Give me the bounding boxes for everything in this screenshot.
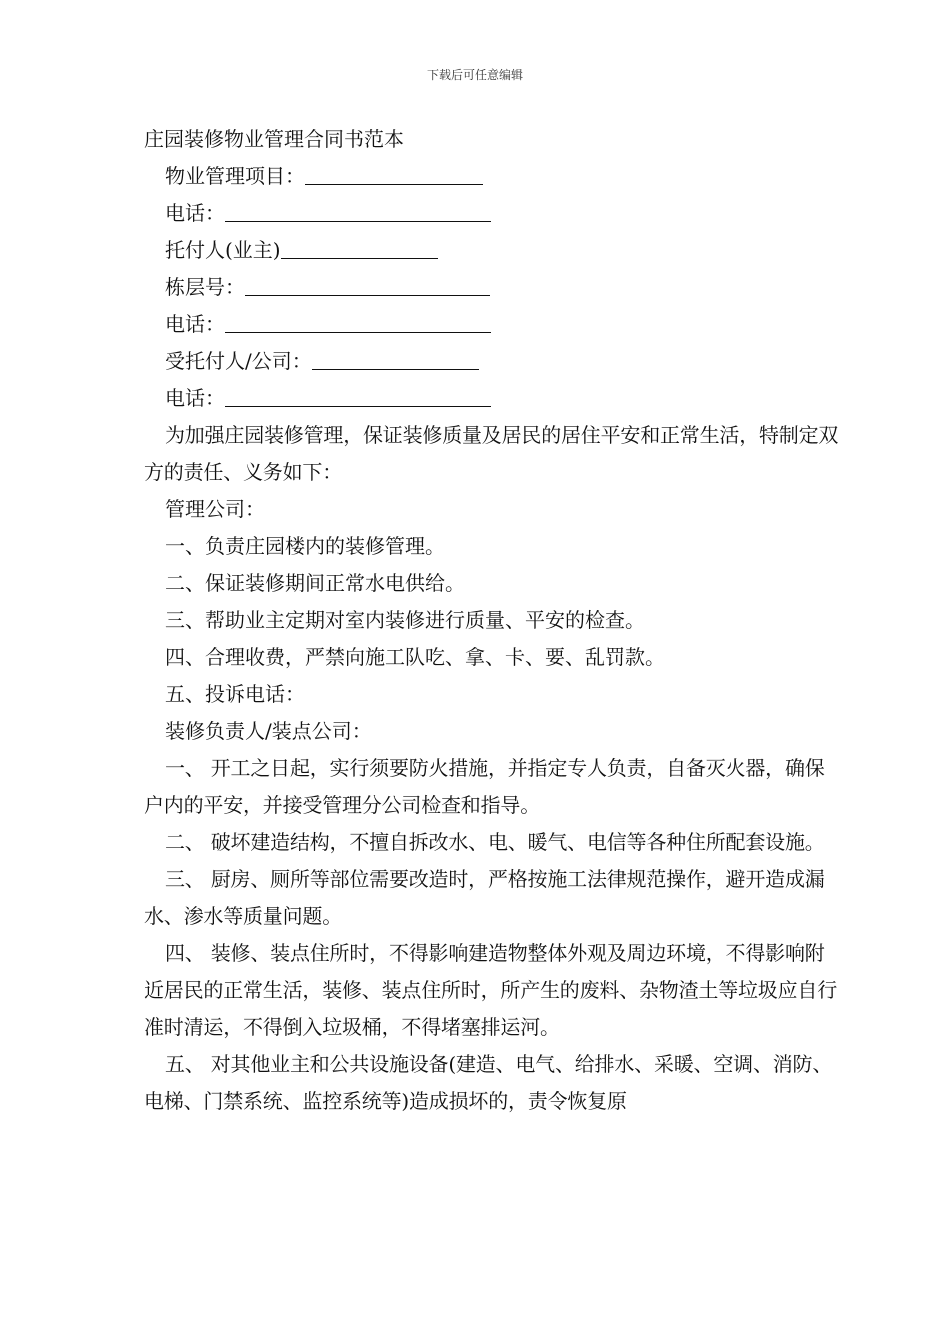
document-body: [144, 121, 844, 1120]
company-item-3: 三、帮助业主定期对室内装修进行质量、平安的检查。: [165, 608, 645, 632]
company-item-2: 二、保证装修期间正常水电供给。: [165, 571, 465, 595]
contractor-item-3: 三、 厨房、厕所等部位需要改造时，严格按施工法律规范操作，避开造成漏水、渗水等质量问题。: [144, 867, 825, 928]
field-blank-line[interactable]: [225, 307, 491, 333]
page-header-note: 下载后可任意编辑: [426, 68, 523, 82]
contractor-item-2: 二、 破坏建造结构，不擅自拆改水、电、暖气、电信等各种住所配套设施。: [165, 830, 825, 854]
field-blank-line[interactable]: [281, 233, 438, 259]
intro-paragraph: 为加强庄园装修管理，保证装修质量及居民的居住平安和正常生活，特制定双方的责任、义务如下：: [144, 423, 839, 484]
field-trustee: [144, 343, 844, 380]
field-blank-line[interactable]: [245, 270, 490, 296]
field-blank-line[interactable]: [312, 344, 479, 370]
company-item-4: 四、合理收费，严禁向施工队吃、拿、卡、要、乱罚款。: [165, 645, 665, 669]
field-label: 物业管理项目：: [165, 164, 305, 188]
field-phone-1: [144, 195, 844, 232]
field-label: 电话：: [165, 312, 225, 336]
contractor-item-5: 五、 对其他业主和公共设施设备(建造、电气、给排水、采暖、空调、消防、电梯、门禁系统、监控系统等)造成损坏的，责令恢复原: [144, 1052, 833, 1113]
document-title: 庄园装修物业管理合同书范本: [144, 127, 404, 151]
company-heading: 管理公司：: [165, 497, 265, 521]
company-item-5: 五、投诉电话：: [165, 682, 305, 706]
field-blank-line[interactable]: [225, 381, 491, 407]
field-phone-3: [144, 380, 844, 417]
field-label: 受托付人/公司：: [165, 349, 312, 373]
field-building-floor: [144, 269, 844, 306]
field-project: [144, 158, 844, 195]
contractor-item-1: 一、 开工之日起，实行须要防火措施，并指定专人负责，自备灭火器，确保户内的平安，并接受管理分公司检查和指导。: [144, 756, 825, 817]
field-blank-line[interactable]: [305, 159, 483, 185]
field-blank-line[interactable]: [225, 196, 491, 222]
field-phone-2: [144, 306, 844, 343]
field-label: 栋层号：: [165, 275, 245, 299]
field-label: 电话：: [165, 201, 225, 225]
field-label: 托付人(业主): [165, 238, 281, 262]
contractor-item-4: 四、 装修、装点住所时，不得影响建造物整体外观及周边环境，不得影响附近居民的正常生活，装修、装点住所时，所产生的废料、杂物渣土等垃圾应自行准时清运，不得倒入垃圾桶，不得堵塞排运河。: [144, 941, 837, 1039]
field-owner: [144, 232, 844, 269]
field-label: 电话：: [165, 386, 225, 410]
company-item-1: 一、负责庄园楼内的装修管理。: [165, 534, 445, 558]
contractor-heading: 装修负责人/装点公司：: [165, 719, 372, 743]
